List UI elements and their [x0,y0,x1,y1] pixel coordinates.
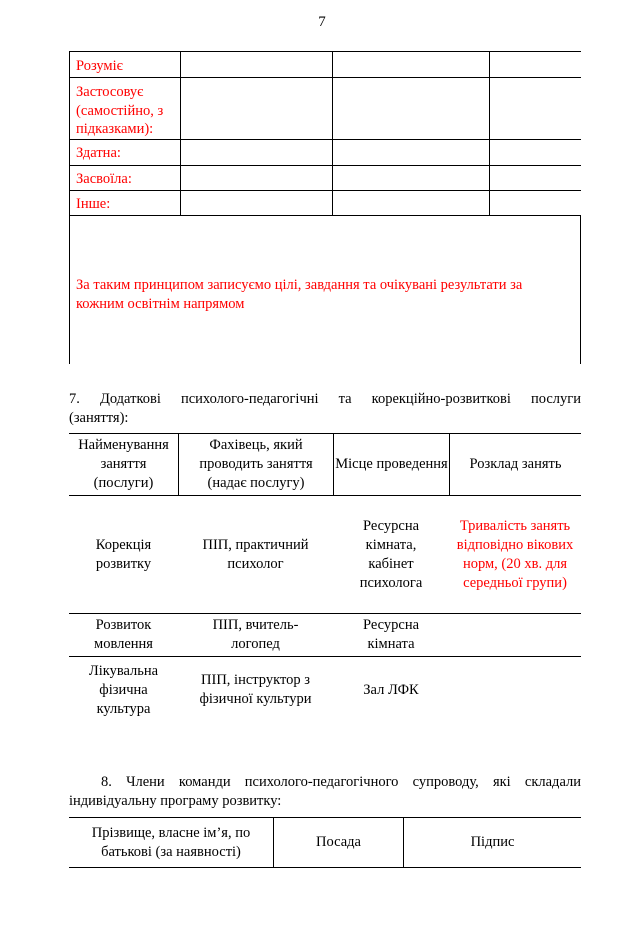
outcome-cell[interactable] [332,191,489,215]
outcomes-table [69,51,581,215]
page-number: 7 [318,14,326,30]
section-7-heading-line1: 7. Додаткові психолого-педагогічні та корекційно-розвиткові послуги [69,391,581,407]
service-specialist: ПІП, інструктор з фізичної культури [199,672,312,707]
service-name: Лікувальна фізична культура [88,662,159,717]
service-schedule[interactable] [449,614,581,656]
column-header-signature: Підпис [403,818,581,867]
section-7-heading [69,390,581,428]
outcome-cell[interactable] [332,166,489,190]
outcome-cell[interactable] [489,191,581,215]
service-specialist: ПІП, практичний психолог [202,536,309,572]
service-place: Ресурсна кімната, кабінет психолога [359,517,423,591]
section-8-heading-line1: 8. Члени команди психолого-педагогічного супроводу, які складали [101,774,581,790]
outcome-cell[interactable] [180,191,332,215]
note-box [69,215,581,364]
outcome-label: Застосовує (самостійно, з підказками): [69,78,180,139]
outcome-row-understands [69,51,581,77]
outcome-cell[interactable] [332,52,489,77]
section-7-heading-line2: (заняття): [69,410,129,426]
services-header-row [69,433,581,496]
table-row [69,614,581,657]
outcome-cell[interactable] [489,52,581,77]
column-header-place: Місце проведення [333,434,449,495]
outcome-row-other [69,190,581,215]
services-table [69,433,581,723]
service-schedule[interactable] [449,657,581,723]
service-place: Зал ЛФК [363,681,419,698]
outcome-label: Здатна: [69,140,180,165]
column-header-schedule: Розклад занять [449,434,581,495]
outcome-cell[interactable] [332,78,489,139]
outcome-cell[interactable] [180,52,332,77]
service-name: Розвиток мовлення [94,617,153,652]
column-header-full-name: Прізвище, власне ім’я, по батькові (за наявності) [91,824,251,860]
section-8-heading-line2: індивідуальну програму розвитку: [69,793,282,809]
service-specialist: ПІП, вчитель-логопед [212,617,299,652]
outcome-row-learned [69,165,581,190]
outcome-cell[interactable] [180,166,332,190]
table-row [69,657,581,723]
note-text: За таким принципом записуємо цілі, завдання та очікувані результати за кожним освітнім напрямом [76,277,523,312]
outcome-cell[interactable] [489,166,581,190]
outcome-cell[interactable] [489,140,581,165]
column-header-specialist: Фахівець, який проводить заняття (надає послугу) [178,434,333,495]
outcome-cell[interactable] [180,78,332,139]
team-members-table [69,817,581,868]
outcome-row-applies [69,77,581,139]
service-name: Корекція розвитку [95,536,152,572]
outcome-label: Інше: [69,191,180,215]
outcome-row-capable [69,139,581,165]
service-place: Ресурсна кімната [362,617,420,652]
outcome-cell[interactable] [332,140,489,165]
outcome-cell[interactable] [489,78,581,139]
outcome-label: Засвоїла: [69,166,180,190]
table-row [69,496,581,614]
outcome-cell[interactable] [180,140,332,165]
outcome-label: Розуміє [69,52,180,77]
section-8-heading [69,773,581,811]
column-header-name: Найменування заняття (послуги) [78,437,169,491]
column-header-position: Посада [273,818,403,867]
service-schedule: Тривалість занять відповідно вікових норм, (20 хв. для середньої групи) [456,517,574,591]
